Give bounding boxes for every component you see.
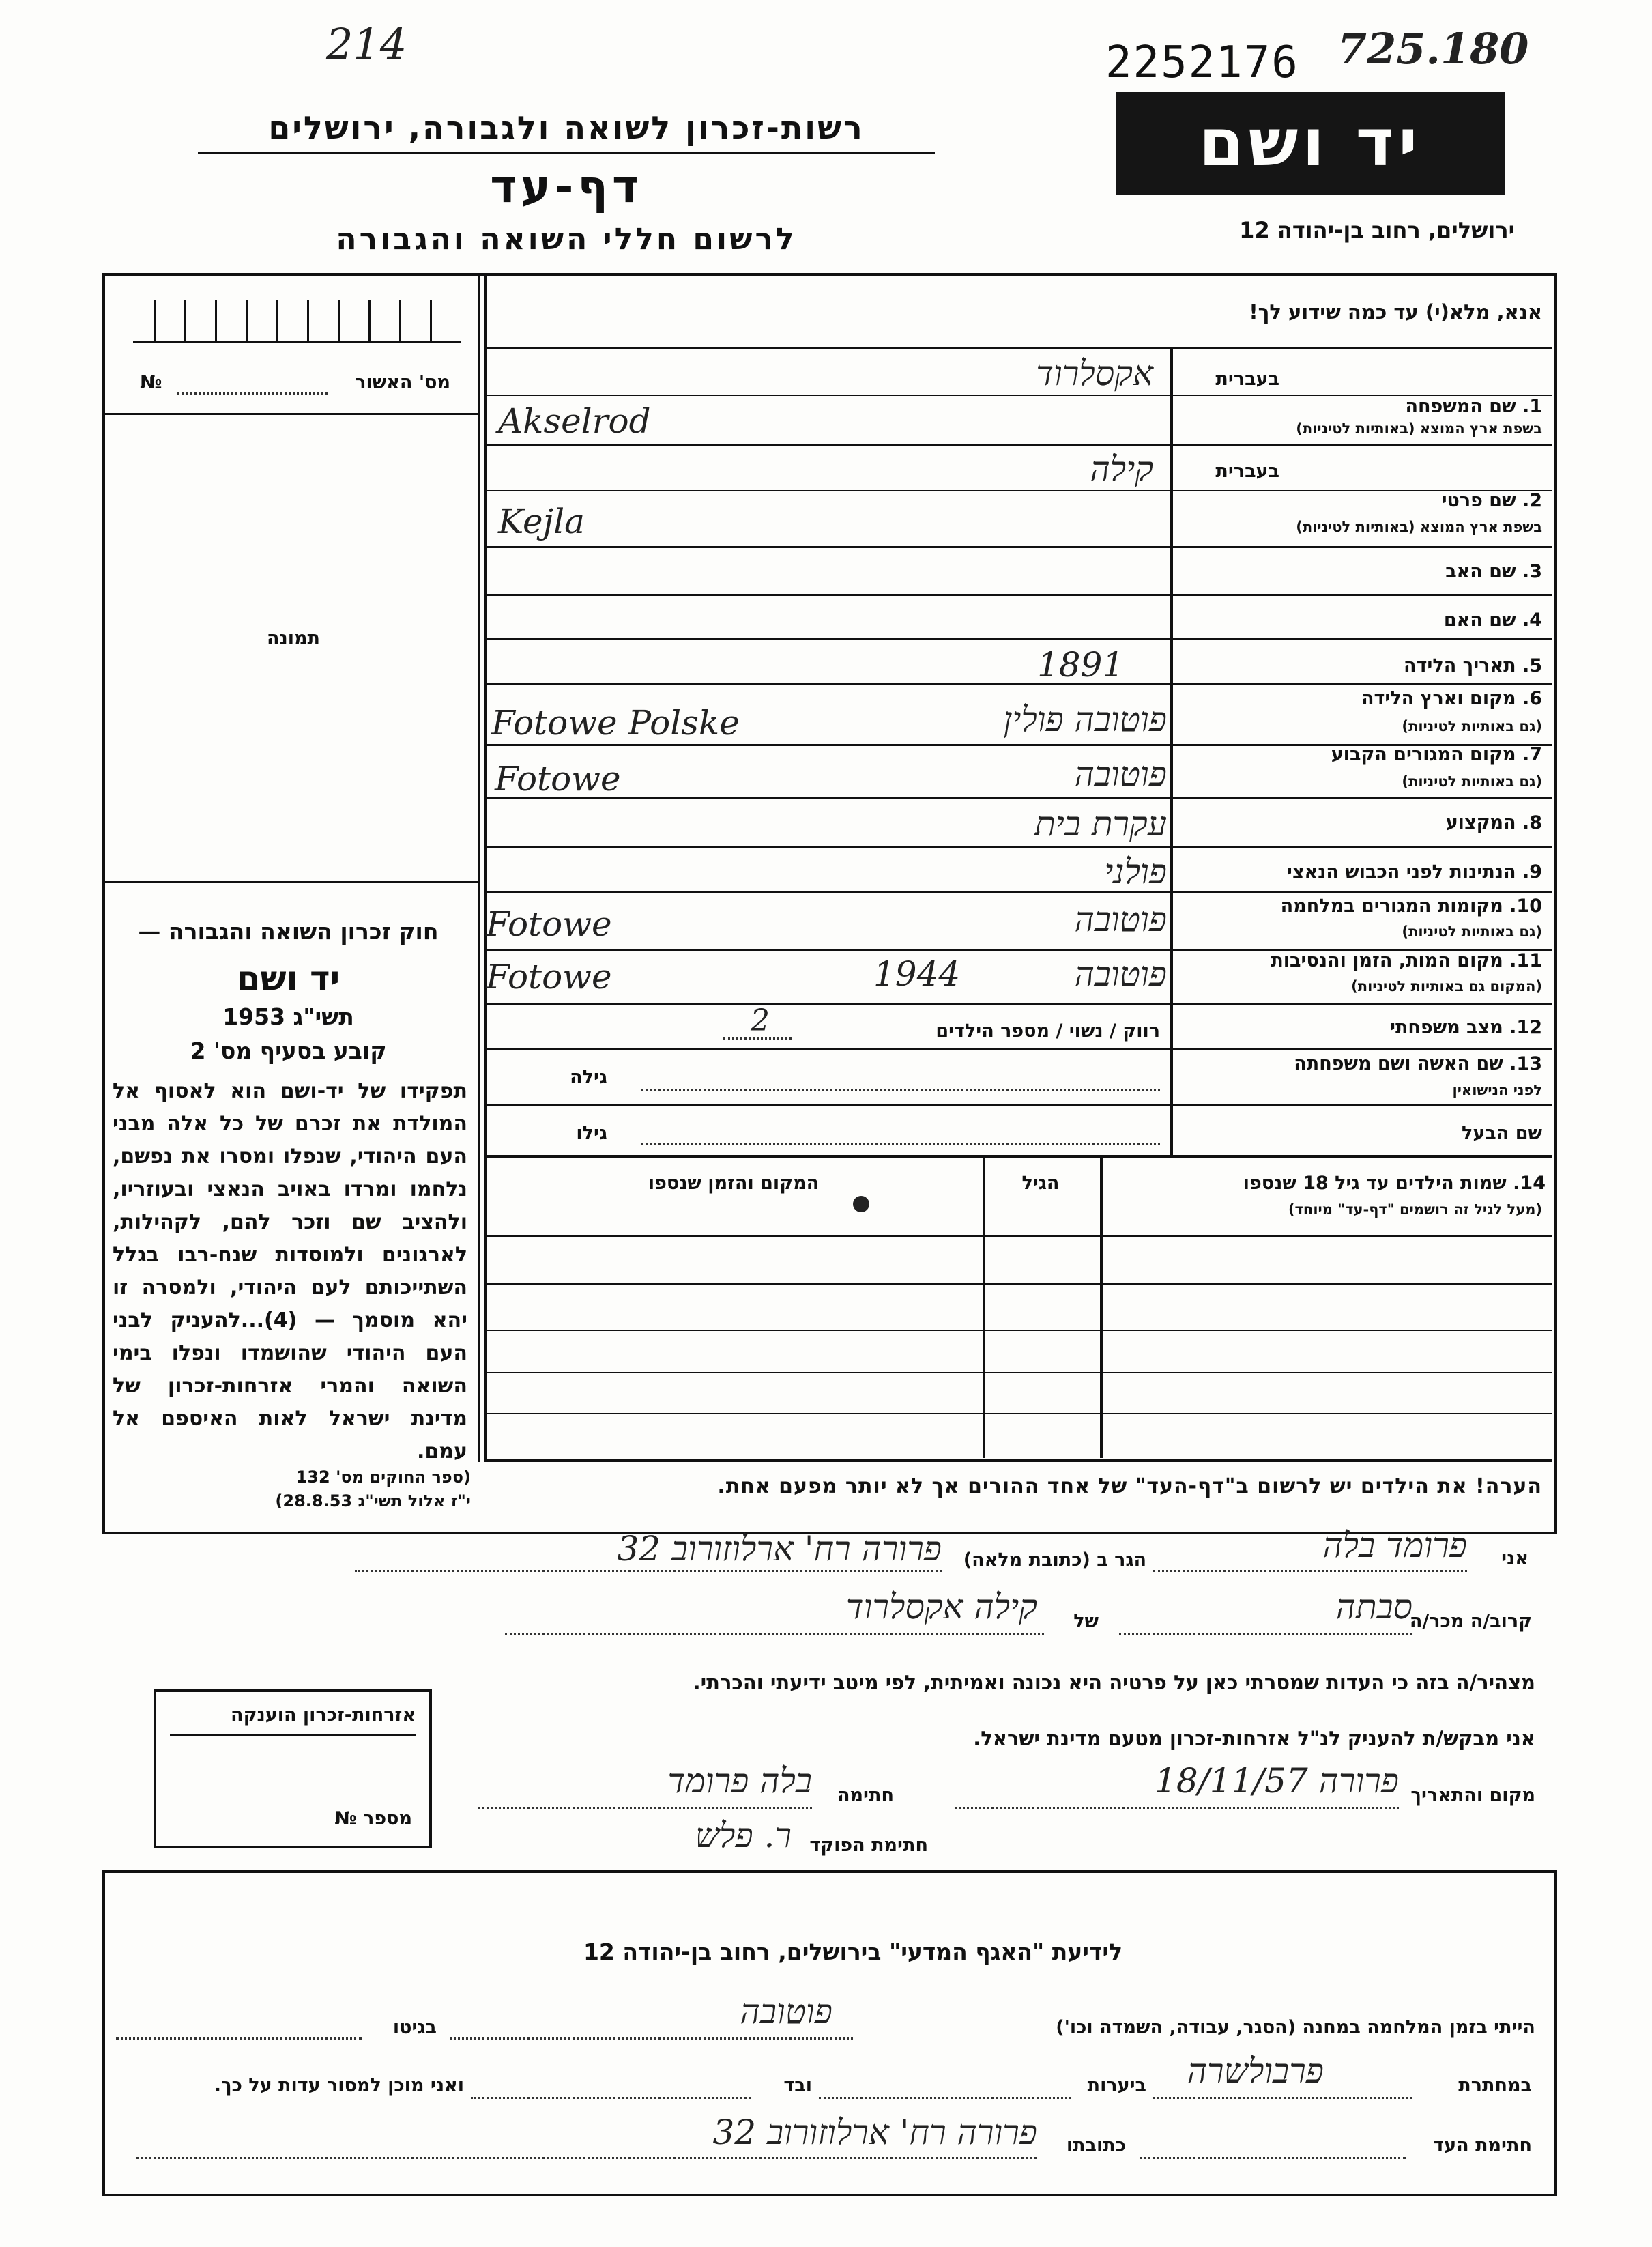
address: ירושלים, רחוב בן-יהודה 12 [1239, 217, 1515, 243]
declarant-i-label: אני [1501, 1548, 1528, 1569]
relation-label: קרוב/ה מכר/ה [1409, 1611, 1532, 1632]
ready-to-testify: ואני מוכן למסור עדות על כך. [214, 2075, 464, 2096]
husband-label: שם הבעל [1461, 1123, 1542, 1144]
photo-label: תמונה [266, 628, 321, 649]
camp-label: הייתי בזמן המלחמה במחנה (הסגר, עבודה, השמדה וכו') [1056, 2017, 1535, 2038]
field-2-latin-value: Kejla [498, 502, 585, 541]
field-7-sublabel: (גם באותיות לטיניות) [1402, 773, 1542, 790]
field-4-label: 4. שם האם [1443, 610, 1542, 631]
field-8-value: עקרת בית [1034, 804, 1167, 844]
field-10-latin-value: Fotowe [486, 904, 612, 944]
field-7-hebrew-value: פוטובה [1074, 754, 1167, 794]
declarant-address: פרורה רח' ארלוזורוב 32 [617, 1529, 942, 1569]
field-2-sublabel: בשפת ארץ המוצא (באותיות לטיניות) [1296, 519, 1542, 535]
law-reference-2: י"ז אלול תשי"ג 28.8.53) [275, 1491, 471, 1511]
hiding-value: פרבולשרה [1187, 2051, 1324, 2091]
authority-title: רשות-זכרון לשואה ולגבורה, ירושלים [268, 109, 865, 146]
field-2-label: 2. שם פרטי [1441, 490, 1542, 511]
form-note: הערה! את הילדים יש לרשום ב"דף-העד" של אחד ההורים אך לא יותר מפעם אחת. [717, 1474, 1542, 1498]
memorial-request: אני מבקש/ת להעניק לנ"ל אזרחות-זכרון מטעם מדינת ישראל. [973, 1727, 1535, 1750]
certificate-title: אזרחות-זכרון הוענקה [231, 1704, 416, 1726]
field-11-latin-value: Fotowe [486, 957, 612, 997]
field-10-label: 10. מקומות המגורים במלחמה [1280, 896, 1542, 917]
declaration-statement: מצהיר/ה בזה כי העדות שמסרתי כאן על פרטיה היא נכונה ואמיתית, לפי מיטב ידיעתי והכרתי. [693, 1671, 1535, 1694]
field-5-value: 1891 [1037, 645, 1125, 685]
field-2-hebrew-value: קילה [1090, 449, 1153, 489]
form-title: דף-עד [490, 160, 643, 213]
field-14-label: 14. שמות הילדים עד גיל 18 שנספו [1243, 1173, 1546, 1194]
town-label: ובד [783, 2075, 812, 2096]
approval-number-label: מס' האשור [355, 372, 450, 393]
logo-text: יד ושם [1198, 104, 1422, 181]
witness-address-label: כתובתו [1066, 2135, 1126, 2156]
field-1-sublabel: בשפת ארץ המוצא (באותיות לטיניות) [1296, 420, 1542, 437]
field-6-latin-value: Fotowe Polske [491, 703, 740, 743]
declarant-name: פרומד בלה [1322, 1526, 1467, 1565]
field-14-sublabel: (מעל לגיל זה רושמים "דף-עד" מיוחד) [1288, 1201, 1542, 1218]
field-12-children-count: 2 [751, 1003, 770, 1038]
declarant-address-label: הגר ב (כתובת מלאה) [963, 1549, 1146, 1571]
law-name: יד ושם [236, 959, 340, 999]
hiding-label: במחתרת [1458, 2075, 1532, 2096]
field-10-sublabel: (גם באותיות לטיניות) [1402, 924, 1542, 940]
law-reference-1: (ספר החוקים מס' 132 [295, 1468, 471, 1487]
field-13-sublabel: לפני הנישואין [1452, 1082, 1542, 1098]
relation-value: סבתה [1335, 1587, 1412, 1627]
field-11-sublabel: (המקום גם באותיות לטיניות) [1351, 978, 1542, 994]
law-clause: קובע בסעיף מס' 2 [190, 1037, 387, 1064]
number-sign: № [140, 372, 162, 393]
signature-value: בלה פרומד [667, 1761, 812, 1801]
handwritten-page-number: 214 [326, 19, 407, 69]
column-age: הגיל [1021, 1173, 1060, 1194]
field-6-hebrew-value: פוטובה פולין [1003, 700, 1167, 739]
signature-label: חתימה [837, 1785, 894, 1806]
field-12-label: 12. מצב משפחתי [1390, 1017, 1542, 1038]
ghetto-label: בגיטו [392, 2017, 437, 2038]
approval-number-boxes [133, 300, 461, 343]
field-1-label: 1. שם המשפחה [1405, 396, 1542, 417]
field-6-label: 6. מקום וארץ הלידה [1361, 688, 1542, 709]
column-place-time: המקום והזמן שנספו [648, 1173, 820, 1194]
field-11-label: 11. מקום המות, הזמן והנסיבות [1271, 950, 1542, 971]
field-5-label: 5. תאריך הלידה [1403, 655, 1542, 676]
serial-number: 2252176 [1105, 38, 1299, 88]
camp-value: פוטובה [740, 1992, 832, 2031]
wife-age-label: גילה [570, 1067, 607, 1088]
field-1-latin-value: Akselrod [498, 401, 651, 441]
field-8-label: 8. המקצוע [1445, 812, 1542, 833]
place-date-label: מקום והתאריך [1410, 1785, 1535, 1806]
field-3-label: 3. שם האב [1445, 561, 1542, 582]
law-title: חוק זכרון השואה והגבורה — [138, 918, 439, 945]
officer-signature-label: חתימת הפוקד [809, 1835, 928, 1856]
field-9-label: 9. הנתינות לפני הכבוש הנאצי [1286, 861, 1542, 883]
bottom-title: לידיעת "האגף המדעי" בירושלים, רחוב בן-יהודה 12 [583, 1938, 1123, 1965]
punch-hole-mark [853, 1196, 869, 1212]
law-year: תשי"ג 1953 [222, 1003, 354, 1030]
of-label: של [1073, 1611, 1099, 1632]
field-10-hebrew-value: פוטובה [1074, 900, 1167, 939]
place-date-value: פרורה 18/11/57 [1155, 1761, 1399, 1801]
form-intro: אנא, מלא(י) עד כמה שידוע לך! [1249, 300, 1542, 324]
field-13-label: 13. שם האשה ושם משפחתה [1294, 1053, 1542, 1074]
witness-signature-label: חתימת העד [1433, 2135, 1532, 2156]
field-9-value: פולני [1104, 852, 1167, 891]
form-subtitle: לרשום חללי השואה והגבורה [336, 222, 797, 257]
field-6-sublabel: (גם באותיות לטיניות) [1402, 718, 1542, 734]
in-hebrew-2: בעברית [1215, 461, 1279, 482]
forest-label: ביערות [1087, 2075, 1146, 2096]
field-12-options: רווק / נשוי / מספר הילדים [936, 1020, 1160, 1042]
handwritten-reference: 725.180 [1337, 24, 1529, 74]
field-7-latin-value: Fotowe [495, 759, 621, 799]
field-11-year: 1944 [873, 954, 961, 994]
officer-signature-value: ר. פלש [695, 1816, 792, 1855]
witness-address-value: פרורה רח' ארלוזורוב 32 [712, 2113, 1037, 2152]
field-7-label: 7. מקום המגורים הקבוע [1331, 744, 1542, 765]
law-text: תפקידו של יד-ושם הוא לאסוף אל המולדת את זכרם של כל אלה מבני העם היהודי, שנפלו ומסרו את נפשם, נלחמו ומרדו באויב הנאצי ובעוזריו, ולהציב שם וזכר להם, לקהילות, לארגונים ולמוסדות שנח-רבו בגלל השתייכותם לעם היהודי, ולמסרה זו יהא מוסמך — (4)...להעניק לבני העם היהודי שהושמדו ונפלו בימי השואה והמרי אזרחות-זכרון של מדינת ישראל לאות האיספם אל עמם. [113, 1079, 467, 1463]
field-1-hebrew-value: אקסלרוד [1036, 354, 1153, 393]
of-value: קילה אקסלרוד [845, 1587, 1037, 1627]
in-hebrew-1: בעברית [1215, 369, 1279, 390]
memorial-certificate-box [154, 1689, 432, 1848]
certificate-number-label: מספר № [334, 1808, 412, 1829]
husband-age-label: גילו [576, 1123, 607, 1144]
field-11-hebrew-value: פוטובה [1074, 954, 1167, 994]
yad-vashem-logo [1116, 92, 1505, 195]
